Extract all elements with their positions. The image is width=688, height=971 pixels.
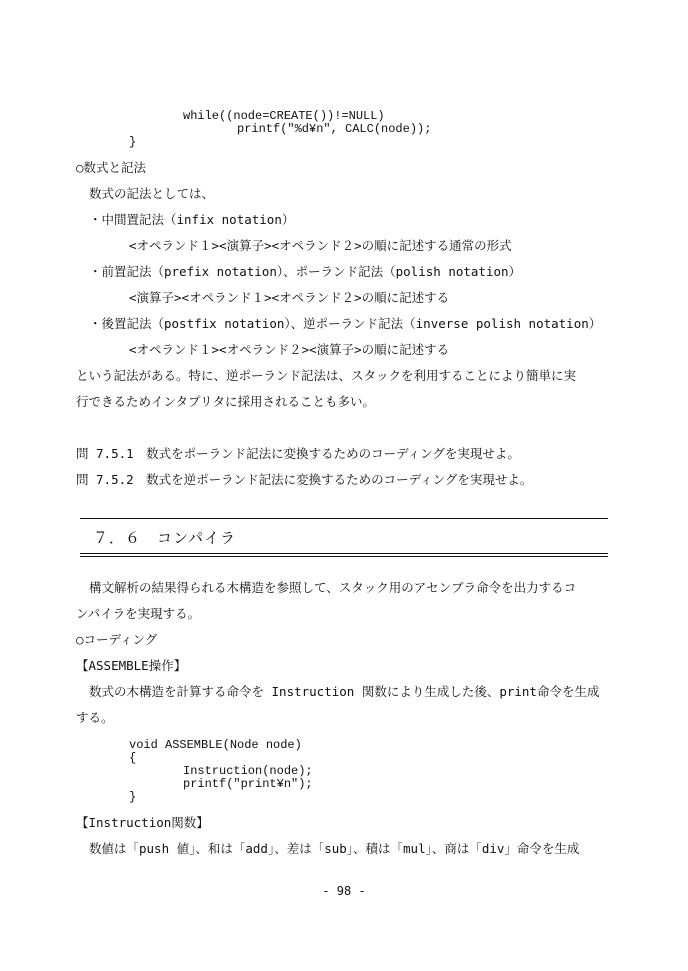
section-rule-top [80,518,608,519]
list-item-title: ・前置記法（prefix notation）、ポーランド記法（polish notation） [89,264,522,279]
paragraph: という記法がある。特に、逆ポーランド記法は、スタックを利用することにより簡単に実 [76,368,577,383]
code-line: Instruction(node); [183,764,313,778]
paragraph: 数式の記法としては、 [89,186,215,201]
subsection-heading: 【Instruction関数】 [76,815,209,830]
section-rule-bottom-double [80,556,608,557]
paragraph: ンパイラを実現する。 [76,606,201,621]
page-number: - 98 - [322,884,366,898]
code-line: } [129,135,137,149]
code-line: printf("%d¥n", CALC(node)); [237,122,432,136]
subsection-heading: 【ASSEMBLE操作】 [76,658,187,673]
paragraph: 数式の木構造を計算する命令を Instruction 関数により生成した後、print命令を生成 [89,684,600,699]
code-line: while((node=CREATE())!=NULL) [183,109,385,123]
code-line: printf("print¥n"); [183,777,313,791]
code-line: { [129,751,137,765]
paragraph: 構文解析の結果得られる木構造を参照して、スタック用のアセンブラ命令を出力するコ [89,580,577,595]
section-title: ７．６ コンパイラ [93,529,236,547]
paragraph: 行できるためインタプリタに採用されることも多い。 [76,394,376,409]
problem-item: 問 7.5.2 数式を逆ポーランド記法に変換するためのコーディングを実現せよ。 [76,472,533,487]
paragraph: する。 [76,710,114,725]
list-item-title: ・中間置記法（infix notation） [89,212,295,227]
section-heading: ○数式と記法 [76,160,147,175]
list-item-desc: <演算子><オペランド１><オペランド２>の順に記述する [129,290,450,305]
list-item-desc: <オペランド１><オペランド２><演算子>の順に記述する [129,342,450,357]
code-line: } [129,790,137,804]
subsection-heading: ○コーディング [76,632,158,647]
problem-item: 問 7.5.1 数式をポーランド記法に変換するためのコーディングを実現せよ。 [76,446,520,461]
code-line: void ASSEMBLE(Node node) [129,738,302,752]
section-rule-bottom [80,553,608,554]
list-item-desc: <オペランド１><演算子><オペランド２>の順に記述する通常の形式 [129,238,512,253]
list-item-title: ・後置記法（postfix notation）、逆ポーランド記法（inverse polish notation） [89,316,602,331]
paragraph: 数値は「push 値」、和は「add」、差は「sub」、積は「mul」、商は「div」命令を生成 [89,841,580,856]
